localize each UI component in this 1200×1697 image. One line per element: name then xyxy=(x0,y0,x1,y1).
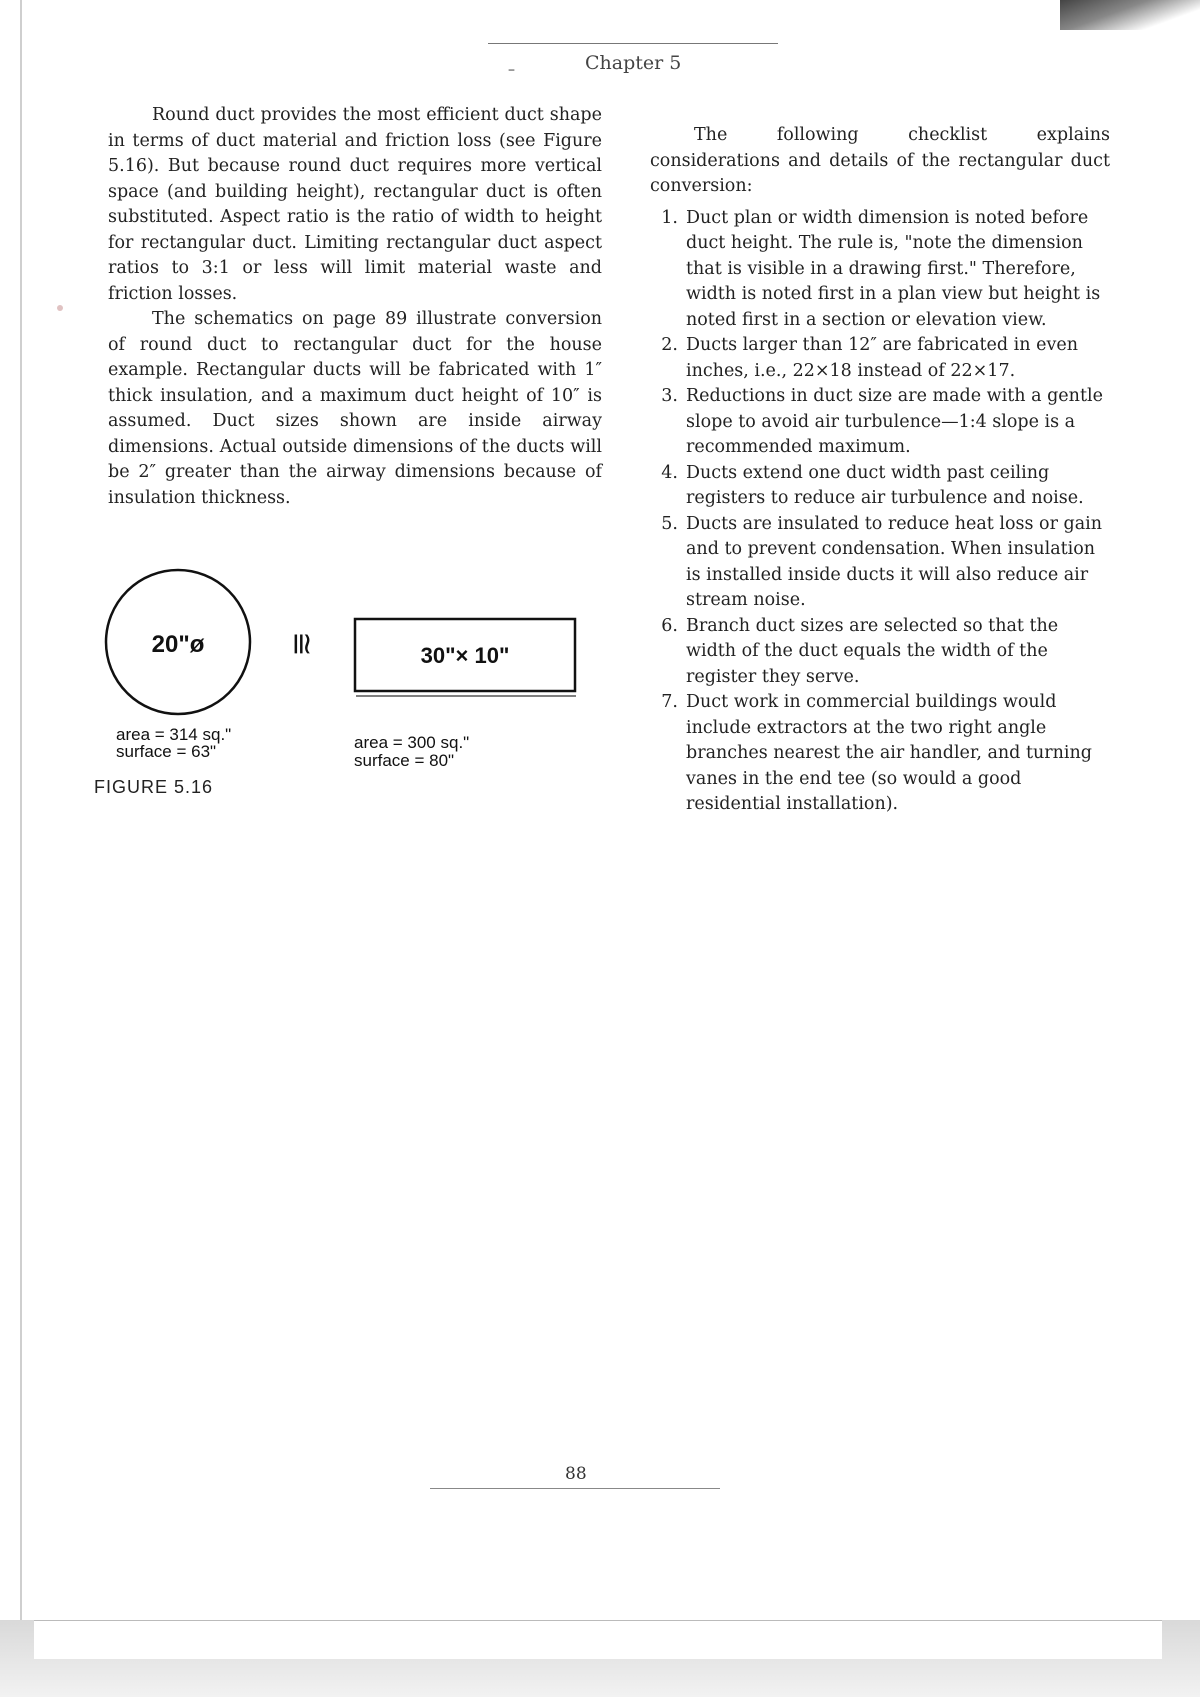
footer-rule xyxy=(430,1488,720,1489)
page-number: 88 xyxy=(565,1464,587,1484)
round-surface-label: surface = 63" xyxy=(116,742,217,761)
list-number: 4. xyxy=(661,462,678,483)
list-item xyxy=(650,333,1110,384)
scan-bottom-strip xyxy=(34,1620,1162,1659)
paragraph-round-duct: Round duct provides the most efficient duct shape in terms of duct material and friction loss (see Figure 5.16). But because round duct requires more vertical space (and building height), rectangular duct is often substituted. Aspect ratio is the ratio of width to height for rectangular duct. Limiting rectangular duct aspect ratios to 3:1 or less will limit material waste and friction losses. xyxy=(108,105,602,304)
list-number: 5. xyxy=(661,513,678,534)
list-text: Duct work in commercial buildings would include extractors at the two right angle branches nearest the air handler, and turning vanes in the end tee (so would a good residential installation). xyxy=(686,692,1092,814)
right-column xyxy=(650,123,1110,818)
list-text: Reductions in duct size are made with a gentle slope to avoid air turbulence—1:4 slope is a recommended maximum. xyxy=(686,386,1103,457)
chapter-title: Chapter 5 xyxy=(585,52,682,74)
header-dash: – xyxy=(508,62,515,78)
checklist xyxy=(650,206,1110,818)
rect-surface-label: surface = 80" xyxy=(354,751,455,770)
list-number: 2. xyxy=(661,335,678,355)
list-text: Ducts are insulated to reduce heat loss or gain and to prevent condensation. When insulation is installed inside ducts it will also reduce air stream noise. xyxy=(686,513,1103,610)
rect-duct-label: 30"× 10" xyxy=(420,643,510,668)
list-text: Ducts extend one duct width past ceiling registers to reduce air turbulence and noise. xyxy=(686,462,1084,508)
list-number: 7. xyxy=(661,692,678,712)
list-item xyxy=(650,384,1110,461)
margin-mark xyxy=(57,305,63,311)
figure-caption: FIGURE 5.16 xyxy=(94,777,214,797)
figure-5-16 xyxy=(90,566,610,806)
scan-corner-shadow xyxy=(1060,0,1200,30)
list-item xyxy=(650,206,1110,334)
round-duct-label: 20"ø xyxy=(151,631,205,658)
list-item xyxy=(650,512,1110,614)
checklist-intro: The following checklist explains considerations and details of the rectangular duct conversion: xyxy=(650,125,1110,196)
rect-area-label: area = 300 sq." xyxy=(354,733,470,752)
list-number: 1. xyxy=(661,207,678,228)
left-column xyxy=(108,103,602,511)
list-text: Branch duct sizes are selected so that the width of the duct equals the width of the register they serve. xyxy=(686,615,1059,687)
list-text: Duct plan or width dimension is noted before duct height. The rule is, "note the dimension that is visible in a drawing first." Therefore, width is noted first in a plan view but height is noted first in a section or elevation view. xyxy=(686,207,1101,330)
list-number: 3. xyxy=(661,386,678,406)
list-item xyxy=(650,690,1110,818)
paragraph-schematics: The schematics on page 89 illustrate conversion of round duct to rectangular duct for the house example. Rectangular ducts will be fabricated with 1″ thick insulation, and a maximum duct height of 10″ is assumed. Duct sizes shown are inside airway dimensions. Actual outside dimensions of the ducts will be 2″ greater than the airway dimensions because of insulation thickness. xyxy=(108,309,602,508)
round-area-label: area = 314 sq." xyxy=(116,725,232,744)
list-item xyxy=(650,614,1110,691)
list-text: Ducts larger than 12″ are fabricated in even inches, i.e., 22×18 instead of 22×17. xyxy=(686,335,1078,381)
list-item xyxy=(650,461,1110,512)
list-number: 6. xyxy=(661,615,678,636)
header-rule xyxy=(488,43,778,44)
equivalence-symbol: ≅ xyxy=(284,631,319,657)
